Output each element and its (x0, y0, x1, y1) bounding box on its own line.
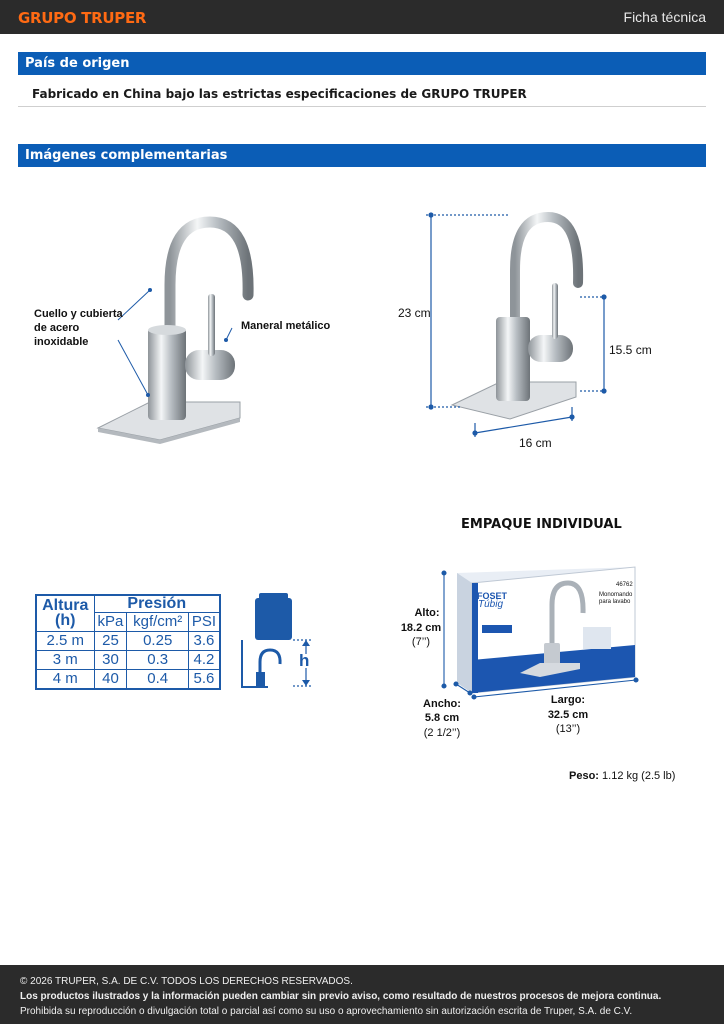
table-row (36, 669, 220, 689)
callout-neck-label: Cuello y cubierta de acero inoxidable (34, 308, 123, 348)
col-height-title: Altura (42, 597, 89, 615)
box-desc: Monomando para lavabo (599, 592, 633, 605)
footer (0, 965, 724, 1024)
cell-h: 4 m (36, 669, 94, 689)
footer-rights: Prohibida su reproducción o divulgación total o parcial así como su uso o aprovechamiento sin autorización escrita de Truper, S.A. de C.V. (20, 1006, 633, 1017)
cell-kpa: 25 (94, 631, 127, 650)
weight-value: 1.12 kg (2.5 lb) (602, 770, 676, 782)
col-height-sub: (h) (55, 612, 76, 630)
unit-kgf: kgf/cm² (127, 612, 189, 631)
brand-logo: GRUPO TRUPER (18, 9, 147, 27)
section-origin-heading: País de origen (18, 52, 706, 75)
origin-text: Fabricado en China bajo las estrictas especificaciones de GRUPO TRUPER (18, 82, 706, 107)
cell-h: 2.5 m (36, 631, 94, 650)
cell-psi: 3.6 (188, 631, 220, 650)
box-brand: FOSET (477, 591, 508, 601)
cell-kpa: 30 (94, 650, 127, 669)
cell-kgf: 0.25 (127, 631, 189, 650)
water-tank-height-diagram (238, 590, 323, 690)
col-height-header (36, 595, 94, 631)
pkg-width-in: (2 1/2’’) (423, 727, 461, 739)
pkg-length-value: 32.5 cm (547, 709, 589, 721)
footer-copyright: © 2026 TRUPER, S.A. DE C.V. TODOS LOS DERECHOS RESERVADOS. (20, 976, 353, 987)
box-code: 46762 (616, 582, 633, 588)
unit-kpa: kPa (94, 612, 127, 631)
cell-psi: 4.2 (188, 650, 220, 669)
table-row (36, 631, 220, 650)
dim-spout-height: 15.5 cm (609, 343, 652, 357)
cell-kgf: 0.3 (127, 650, 189, 669)
col-pressure-header: Presión (94, 595, 220, 612)
cell-kpa: 40 (94, 669, 127, 689)
box-line: Túbig (478, 599, 504, 610)
h-label: h (299, 651, 310, 670)
cell-h: 3 m (36, 650, 94, 669)
pkg-width-value: 5.8 cm (424, 712, 460, 724)
pkg-length-label: Largo: (550, 694, 586, 706)
table-row (36, 650, 220, 669)
pkg-length-in: (13’’) (555, 723, 581, 735)
footer-notice: Los productos ilustrados y la información pueden cambiar sin previo aviso, como resultado de nuestros procesos de mejora continua. (20, 991, 662, 1002)
pkg-height-value: 18.2 cm (400, 622, 442, 634)
weight-label: Peso: (569, 770, 599, 782)
pkg-height-in: (7’’) (411, 636, 431, 648)
cell-kgf: 0.4 (127, 669, 189, 689)
pressure-table (35, 594, 221, 690)
callout-lever-label: Maneral metálico (241, 320, 331, 332)
section-images-heading: Imágenes complementarias (18, 144, 706, 167)
dim-total-height: 23 cm (398, 306, 431, 320)
weight-row (569, 769, 675, 783)
cell-psi: 5.6 (188, 669, 220, 689)
dim-width: 16 cm (519, 436, 552, 450)
sheet-title: Ficha técnica (623, 9, 706, 25)
unit-psi: PSI (188, 612, 220, 631)
pkg-height-label: Alto: (414, 607, 440, 619)
pkg-width-label: Ancho: (423, 698, 461, 710)
packaging-title: EMPAQUE INDIVIDUAL (461, 517, 622, 532)
